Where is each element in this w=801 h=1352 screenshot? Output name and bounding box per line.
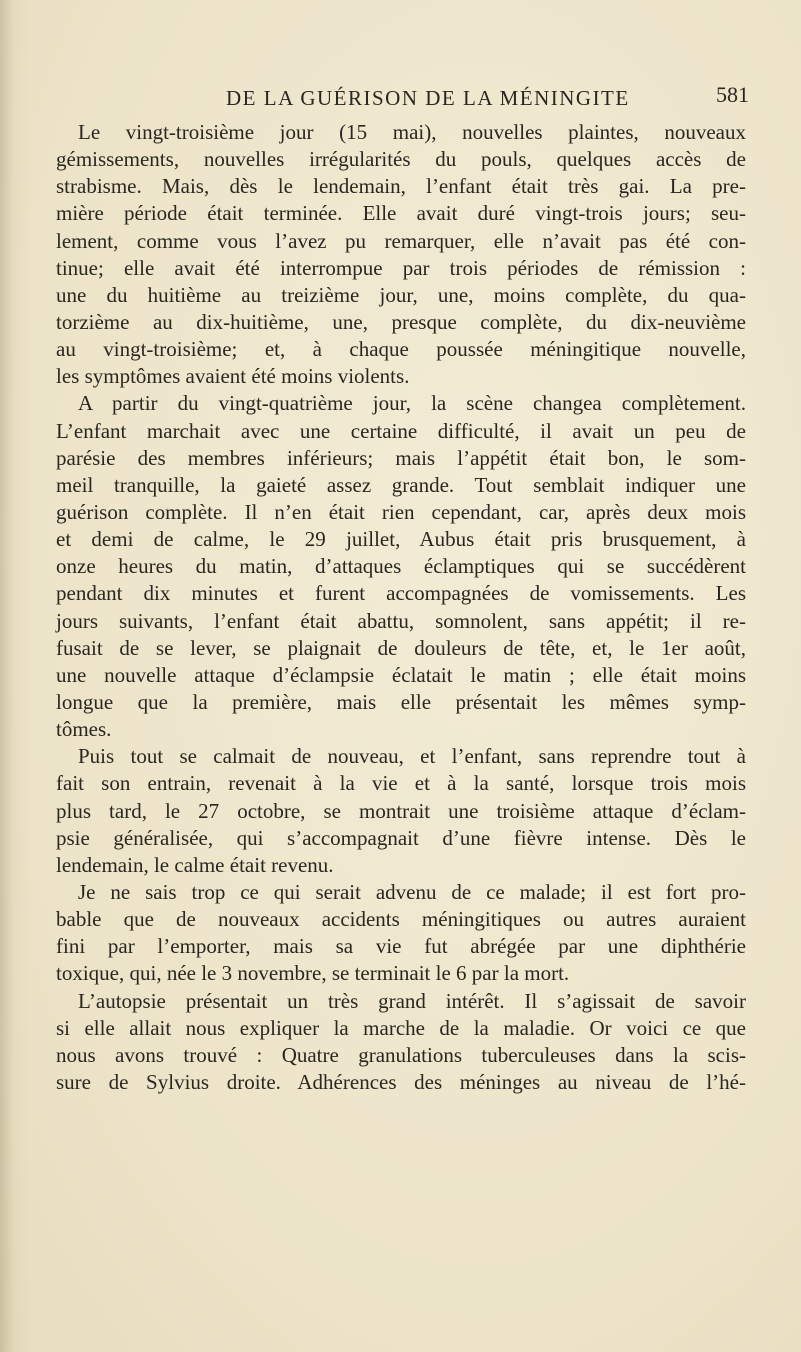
text-line: fusait de se lever, se plaignait de douleurs de tête, et, le 1er août, [56,635,746,660]
text-line: nous avons trouvé : Quatre granulations tuberculeuses dans la scis- [56,1042,746,1067]
text-line: les symptômes avaient été moins violents. [56,364,410,389]
text-line: plus tard, le 27 octobre, se montrait une troisième attaque d’éclam- [56,798,746,823]
text-line: strabisme. Mais, dès le lendemain, l’enfant était très gai. La pre- [56,174,746,199]
text-line: fait son entrain, revenait à la vie et à la santé, lorsque trois mois [56,771,746,796]
text-line: L’enfant marchait avec une certaine difficulté, il avait un peu de [56,418,746,443]
text-line: L’autopsie présentait un très grand intérêt. Il s’agissait de savoir [78,988,746,1013]
text-line: pendant dix minutes et furent accompagnées de vomissements. Les [56,581,746,606]
text-line: psie généralisée, qui s’accompagnait d’une fièvre intense. Dès le [56,825,746,850]
text-line: lement, comme vous l’avez pu remarquer, elle n’avait pas été con- [56,228,746,253]
text-line: jours suivants, l’enfant était abattu, somnolent, sans appétit; il re- [56,608,746,633]
text-line: bable que de nouveaux accidents méningitiques ou autres auraient [56,907,746,932]
text-line: mière période était terminée. Elle avait duré vingt-trois jours; seu- [56,201,746,226]
text-line: guérison complète. Il n’en était rien cependant, car, après deux mois [56,499,746,524]
text-line: torzième au dix-huitième, une, presque complète, du dix-neuvième [56,309,746,334]
text-line: et demi de calme, le 29 juillet, Aubus était pris brusquement, à [56,527,746,552]
page-number: 581 [716,82,749,107]
text-line: si elle allait nous expliquer la marche de la maladie. Or voici ce que [56,1015,746,1040]
text-line: tômes. [56,717,112,742]
text-line: parésie des membres inférieurs; mais l’appétit était bon, le som- [56,445,746,470]
text-line: tinue; elle avait été interrompue par trois périodes de rémission : [56,255,746,280]
running-head-title: DE LA GUÉRISON DE LA MÉNINGITE [226,86,630,110]
text-line: lendemain, le calme était revenu. [56,852,334,877]
text-line: une nouvelle attaque d’éclampsie éclatait le matin ; elle était moins [56,662,746,687]
text-line: A partir du vingt-quatrième jour, la scène changea complètement. [78,391,746,416]
body-text [56,119,746,1096]
text-line: fini par l’emporter, mais sa vie fut abrégée par une diphthérie [56,934,746,959]
text-line: Puis tout se calmait de nouveau, et l’enfant, sans reprendre tout à [78,744,746,769]
text-line: toxique, qui, née le 3 novembre, se terminait le 6 par la mort. [56,961,570,986]
text-line: au vingt-troisième; et, à chaque poussée méningitique nouvelle, [56,337,746,362]
text-line: gémissements, nouvelles irrégularités du pouls, quelques accès de [56,147,746,172]
running-head [0,82,801,116]
text-line: Le vingt-troisième jour (15 mai), nouvelles plaintes, nouveaux [78,120,746,144]
text-line: onze heures du matin, d’attaques éclamptiques qui se succédèrent [56,554,746,579]
text-line: sure de Sylvius droite. Adhérences des méninges au niveau de l’hé- [56,1069,746,1094]
text-line: meil tranquille, la gaieté assez grande. Tout semblait indiquer une [56,472,746,497]
text-line: une du huitième au treizième jour, une, moins complète, du qua- [56,282,746,307]
text-line: Je ne sais trop ce qui serait advenu de ce malade; il est fort pro- [78,879,746,904]
text-line: longue que la première, mais elle présentait les mêmes symp- [56,689,746,714]
